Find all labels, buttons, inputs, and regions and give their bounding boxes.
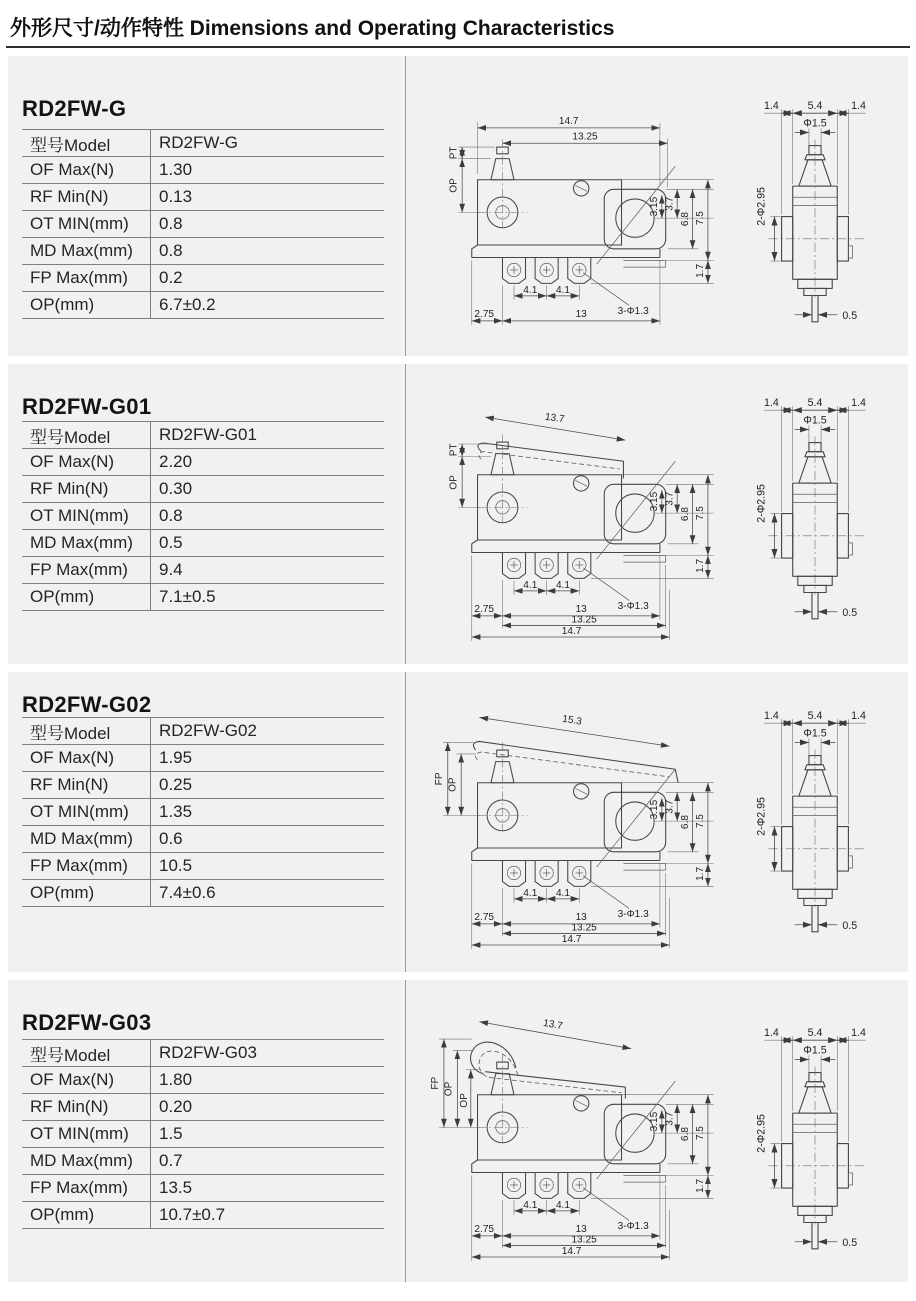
table-row	[22, 853, 384, 880]
dim-label: PT	[448, 146, 460, 160]
spec-value: 1.95	[151, 745, 385, 772]
dim-label: OP	[443, 1081, 455, 1097]
front-view-drawing	[744, 707, 886, 945]
side-view-drawing	[418, 367, 754, 641]
spec-value: 0.6	[151, 826, 385, 853]
spec-value: RD2FW-G01	[151, 422, 385, 449]
table-row	[22, 211, 384, 238]
table-row	[22, 772, 384, 799]
spec-value: 0.25	[151, 772, 385, 799]
dim-label: OP	[458, 1093, 470, 1108]
spec-value: 6.7±0.2	[151, 292, 385, 319]
section-rd2fw-g01	[8, 364, 908, 664]
dim-label: FP	[430, 1076, 442, 1090]
spec-value: RD2FW-G02	[151, 718, 385, 745]
table-row	[22, 1121, 384, 1148]
spec-value: 13.5	[151, 1175, 385, 1202]
spec-value: 0.5	[151, 530, 385, 557]
spec-label: OP(mm)	[22, 292, 151, 319]
side-view-drawing	[418, 675, 754, 949]
spec-label: OP(mm)	[22, 1202, 151, 1229]
table-row	[22, 1067, 384, 1094]
spec-value: RD2FW-G03	[151, 1040, 385, 1067]
side-view-drawing	[418, 987, 754, 1261]
table-row	[22, 184, 384, 211]
table-row	[22, 265, 384, 292]
long-lever	[473, 714, 678, 783]
spec-label: OT MIN(mm)	[22, 503, 151, 530]
table-row	[22, 557, 384, 584]
dim-label: 14.7	[558, 116, 579, 128]
table-row	[22, 292, 384, 319]
panel-divider	[405, 672, 406, 972]
top-dimensions	[478, 116, 668, 187]
spec-value: 10.7±0.7	[151, 1202, 385, 1229]
table-row	[22, 130, 384, 157]
spec-label: 型号Model	[22, 718, 151, 745]
left-dimensions	[448, 443, 492, 507]
spec-value: 0.13	[151, 184, 385, 211]
table-row	[22, 238, 384, 265]
spec-value: 1.80	[151, 1067, 385, 1094]
spec-label: MD Max(mm)	[22, 530, 151, 557]
section-rd2fw-g03	[8, 980, 908, 1282]
spec-label: OT MIN(mm)	[22, 211, 151, 238]
dim-label: OP	[447, 777, 459, 792]
spec-value: 2.20	[151, 449, 385, 476]
table-row	[22, 1175, 384, 1202]
section-heading: RD2FW-G03	[22, 1010, 152, 1035]
table-row	[22, 1148, 384, 1175]
spec-label: OP(mm)	[22, 584, 151, 611]
table-row	[22, 503, 384, 530]
spec-value: 9.4	[151, 557, 385, 584]
spec-label: OF Max(N)	[22, 157, 151, 184]
lever-length-label: 13.7	[544, 411, 566, 426]
spec-label: RF Min(N)	[22, 476, 151, 503]
spec-value: 0.2	[151, 265, 385, 292]
table-row	[22, 584, 384, 611]
spec-label: FP Max(mm)	[22, 1175, 151, 1202]
table-row	[22, 745, 384, 772]
table-row	[22, 718, 384, 745]
left-dimensions	[434, 742, 479, 815]
table-row	[22, 422, 384, 449]
spec-table	[22, 717, 384, 907]
spec-value: RD2FW-G	[151, 130, 385, 157]
table-row	[22, 799, 384, 826]
spec-value: 10.5	[151, 853, 385, 880]
spec-value: 1.35	[151, 799, 385, 826]
spec-table	[22, 421, 384, 611]
front-view-drawing	[744, 1024, 886, 1262]
spec-label: MD Max(mm)	[22, 826, 151, 853]
spec-label: OT MIN(mm)	[22, 1121, 151, 1148]
spec-label: MD Max(mm)	[22, 1148, 151, 1175]
table-row	[22, 449, 384, 476]
table-row	[22, 476, 384, 503]
table-row	[22, 826, 384, 853]
dim-label: OP	[448, 475, 460, 490]
spec-value: 0.30	[151, 476, 385, 503]
spec-label: FP Max(mm)	[22, 265, 151, 292]
spec-value: 0.8	[151, 211, 385, 238]
side-view-drawing	[418, 72, 754, 346]
panel-divider	[405, 56, 406, 356]
panel-divider	[405, 980, 406, 1282]
spec-label: OF Max(N)	[22, 1067, 151, 1094]
spec-value: 0.7	[151, 1148, 385, 1175]
spec-label: OT MIN(mm)	[22, 799, 151, 826]
lever-length-label: 15.3	[561, 713, 583, 728]
spec-label: OF Max(N)	[22, 745, 151, 772]
spec-label: MD Max(mm)	[22, 238, 151, 265]
spec-label: OP(mm)	[22, 880, 151, 907]
spec-value: 0.8	[151, 238, 385, 265]
section-rd2fw-g	[8, 56, 908, 356]
section-heading: RD2FW-G01	[22, 394, 152, 419]
spec-value: 7.1±0.5	[151, 584, 385, 611]
spec-label: 型号Model	[22, 130, 151, 157]
panel-divider	[405, 364, 406, 664]
section-rd2fw-g02	[8, 672, 908, 972]
table-row	[22, 530, 384, 557]
table-row	[22, 880, 384, 907]
spec-label: FP Max(mm)	[22, 853, 151, 880]
spec-label: 型号Model	[22, 422, 151, 449]
hinge-lever	[478, 412, 625, 479]
dim-label: 13.25	[572, 131, 598, 143]
spec-label: OF Max(N)	[22, 449, 151, 476]
table-row	[22, 1094, 384, 1121]
table-row	[22, 157, 384, 184]
spec-value: 1.30	[151, 157, 385, 184]
spec-value: 0.20	[151, 1094, 385, 1121]
table-row	[22, 1040, 384, 1067]
spec-label: RF Min(N)	[22, 772, 151, 799]
section-heading: RD2FW-G	[22, 96, 127, 121]
lever-length-label: 13.7	[542, 1017, 564, 1033]
spec-label: RF Min(N)	[22, 184, 151, 211]
section-heading: RD2FW-G02	[22, 692, 152, 717]
dim-label: OP	[448, 178, 460, 193]
front-view-drawing	[744, 97, 886, 335]
title-rule	[6, 46, 910, 48]
spec-table	[22, 129, 384, 319]
table-row	[22, 1202, 384, 1229]
dim-label: PT	[448, 443, 460, 457]
simulated-roller-lever	[471, 1018, 632, 1099]
spec-value: 7.4±0.6	[151, 880, 385, 907]
spec-table	[22, 1039, 384, 1229]
spec-label: RF Min(N)	[22, 1094, 151, 1121]
spec-value: 1.5	[151, 1121, 385, 1148]
spec-label: FP Max(mm)	[22, 557, 151, 584]
page-title: 外形尺寸/动作特性 Dimensions and Operating Characteristics	[10, 17, 615, 40]
spec-value: 0.8	[151, 503, 385, 530]
front-view-drawing	[744, 394, 886, 632]
spec-label: 型号Model	[22, 1040, 151, 1067]
dim-label: FP	[434, 772, 445, 786]
